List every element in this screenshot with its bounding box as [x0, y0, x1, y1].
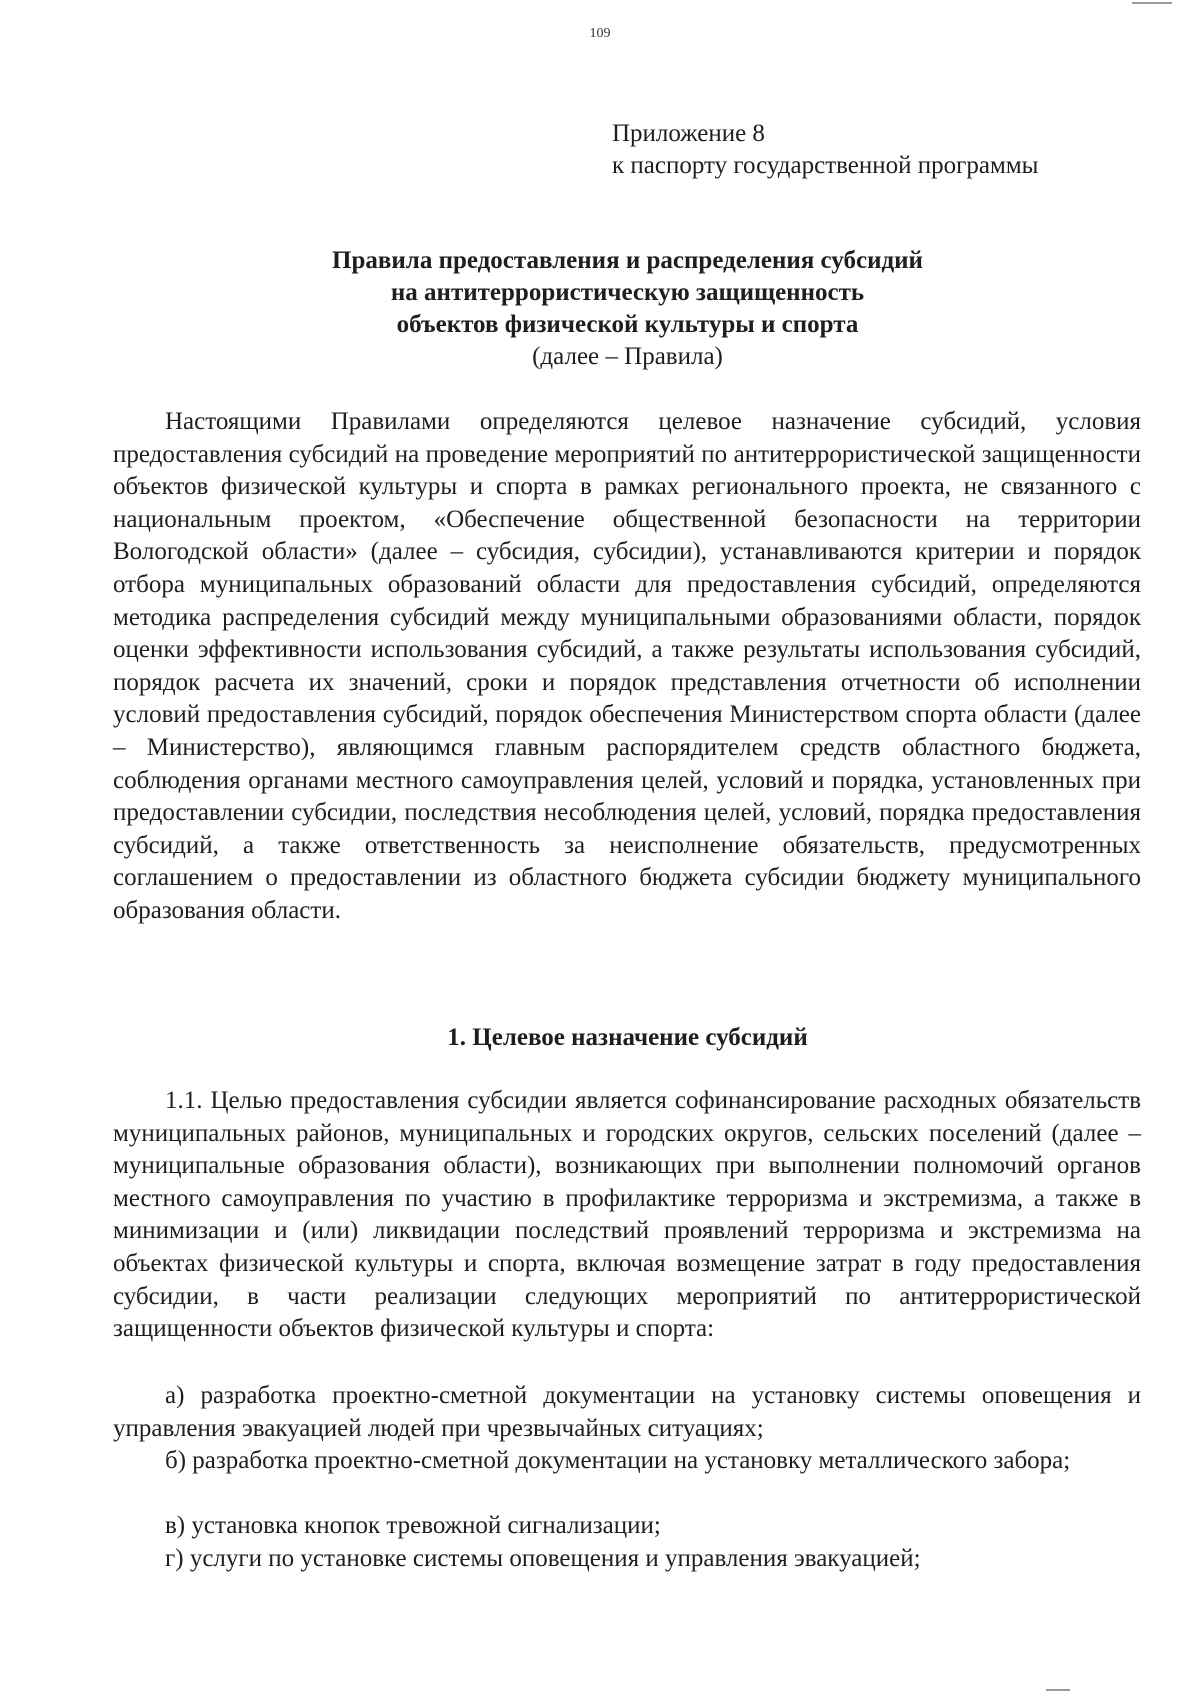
- title-line-2: на антитеррористическую защищенность: [390, 279, 865, 306]
- section-1-heading: 1. Целевое назначение субсидий: [447, 1024, 808, 1051]
- list-item-b: б) разработка проектно-сметной документации на установку металлического забора;: [165, 1447, 1071, 1474]
- list-item-v: в) установка кнопок тревожной сигнализации;: [165, 1512, 661, 1539]
- title-line-4: (далее – Правила): [532, 343, 723, 370]
- title-line-3: объектов физической культуры и спорта: [396, 311, 859, 338]
- list-item-g: г) услуги по установке системы оповещения и управления эвакуацией;: [165, 1545, 921, 1572]
- page-number: 109: [589, 26, 611, 41]
- paragraph-1-1: 1.1. Целью предоставления субсидии является софинансирование расходных обязательств муниципальных районов, муниципальных и городских округов, сельских поселений (далее – муниципальные образования области), возникающих при выполнении полномочий органов местного самоуправления по участию в профилактике терроризма и экстремизма, а также в минимизации и (или) ликвидации последствий проявлений терроризма и экстремизма на объектах физической культуры и спорта, включая возмещение затрат в году предоставления субсидии, в части реализации следующих мероприятий по антитеррористической защищенности объектов физической культуры и спорта:: [113, 1087, 1141, 1343]
- appendix-line-1: Приложение 8: [612, 120, 765, 147]
- document-title: [0, 245, 1200, 373]
- appendix-reference: [612, 118, 1038, 182]
- intro-paragraph: Настоящими Правилами определяются целевое назначение субсидий, условия предоставления субсидий на проведение мероприятий по антитеррористической защищенности объектов физической культуры и спорта в рамках регионального проекта, не связанного с национальным проектом, «Обеспечение общественной безопасности на территории Вологодской области» (далее – субсидия, субсидии), устанавливаются критерии и порядок отбора муниципальных образований области для предоставления субсидий, определяются методика распределения субсидий между муниципальными образованиями области, порядок оценки эффективности использования субсидий, а также результаты использования субсидий, порядок расчета их значений, сроки и порядок представления отчетности об исполнении условий предоставления субсидий, порядок обеспечения Министерством спорта области (далее – Министерство), являющимся главным распорядителем средств областного бюджета, соблюдения органами местного самоуправления целей, условий и порядка, установленных при предоставлении субсидии, последствия несоблюдения целей, условий, порядка предоставления субсидий, а также ответственность за неисполнение обязательств, предусмотренных соглашением о предоставлении из областного бюджета субсидии бюджету муниципального образования области.: [113, 408, 1141, 924]
- appendix-line-2: к паспорту государственной программы: [612, 152, 1039, 179]
- title-line-1: Правила предоставления и распределения субсидий: [332, 247, 923, 274]
- scan-mark: [1046, 1689, 1070, 1691]
- list-item-a: а) разработка проектно-сметной документации на установку системы оповещения и управления эвакуацией людей при чрезвычайных ситуациях;: [113, 1382, 1141, 1442]
- scan-mark: [1132, 2, 1172, 4]
